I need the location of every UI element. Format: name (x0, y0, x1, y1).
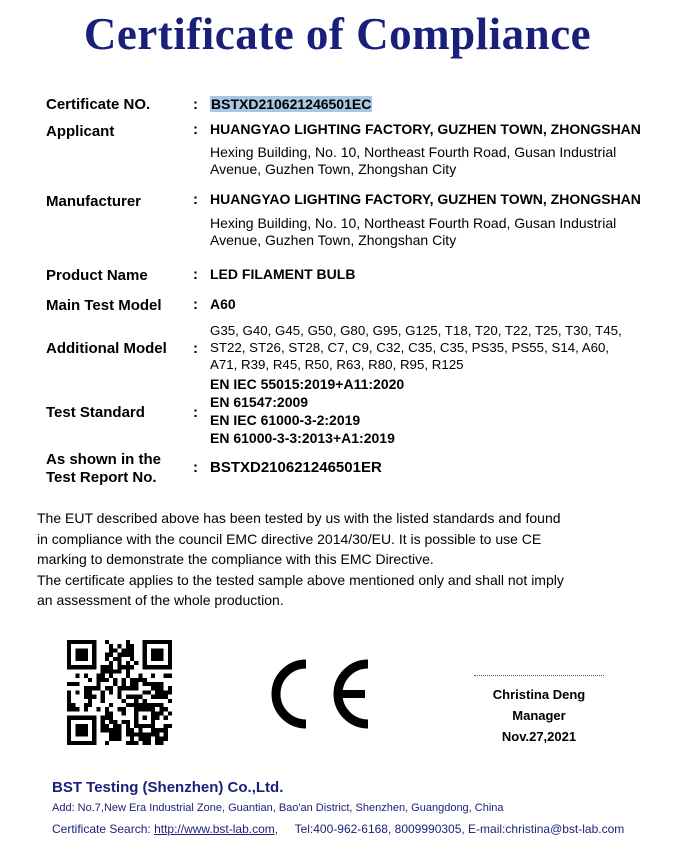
company-name: BST Testing (Shenzhen) Co.,Ltd. (52, 779, 284, 796)
statement-line: The EUT described above has been tested by us with the listed standards and found (37, 510, 561, 526)
statement-line: marking to demonstrate the compliance with this EMC Directive. (37, 551, 434, 567)
manufacturer-name: HUANGYAO LIGHTING FACTORY, GUZHEN TOWN, ZHONGSHAN (210, 191, 641, 207)
test-report-value: BSTXD210621246501ER (210, 459, 382, 476)
separator: : (193, 459, 198, 476)
signatory-position: Manager (512, 708, 566, 723)
certificate-search-link[interactable]: http://www.bst-lab.com, (154, 822, 279, 836)
statement-line: in compliance with the council EMC directive 2014/30/EU. It is possible to use CE (37, 530, 542, 547)
product-name-value: LED FILAMENT BULB (210, 266, 356, 282)
product-name-label: Product Name (46, 267, 148, 284)
test-standard-item: EN IEC 61000-3-2:2019 (210, 412, 361, 428)
statement-line: The certificate applies to the tested sample above mentioned only and shall not imply (37, 571, 564, 588)
test-standard-item: EN 61000-3-3:2013+A1:2019 (210, 430, 395, 446)
separator: : (193, 191, 198, 208)
test-standard-label: Test Standard (46, 404, 145, 421)
applicant-address-line1: Hexing Building, No. 10, Northeast Fourth Road, Gusan Industrial (210, 144, 617, 160)
additional-model-line1: G35, G40, G45, G50, G80, G95, G125, T18, T20, T22, T25, T30, T45, (210, 323, 622, 338)
signature-line (474, 675, 604, 676)
certificate-no-label: Certificate NO. (46, 96, 151, 113)
test-report-label-line1: As shown in the (46, 451, 162, 468)
main-test-model-label: Main Test Model (46, 297, 162, 314)
separator: : (193, 266, 198, 283)
signature-block (470, 675, 608, 747)
applicant-address-line2: Avenue, Guzhen Town, Zhongshan City (210, 161, 457, 177)
compliance-statement (37, 508, 637, 611)
additional-model-label: Additional Model (46, 340, 167, 357)
applicant-label: Applicant (46, 123, 115, 140)
certificate-search-label: Certificate Search: (52, 822, 151, 836)
separator: : (193, 121, 198, 138)
separator: : (193, 96, 198, 113)
company-contact (52, 822, 624, 836)
additional-model-line2: ST22, ST26, ST28, C7, C9, C32, C35, C35, PS35, PS55, S14, A60, (210, 340, 610, 355)
test-standard-item: EN 61547:2009 (210, 394, 309, 410)
additional-model-line3: A71, R39, R45, R50, R63, R80, R95, R125 (210, 357, 464, 372)
manufacturer-address-line1: Hexing Building, No. 10, Northeast Fourth Road, Gusan Industrial (210, 215, 617, 231)
certificate-no-value (210, 96, 372, 113)
test-report-label-line2: Test Report No. (46, 469, 157, 486)
contact-info: Tel:400-962-6168, 8009990305, E-mail:christina@bst-lab.com (294, 822, 625, 836)
manufacturer-address-line2: Avenue, Guzhen Town, Zhongshan City (210, 232, 457, 248)
separator: : (193, 404, 198, 421)
signatory-name: Christina Deng (492, 687, 586, 702)
separator: : (193, 296, 198, 313)
ce-mark-icon (268, 656, 376, 732)
certificate-title: Certificate of Compliance (83, 9, 592, 59)
separator: : (193, 340, 198, 357)
test-standard-item: EN IEC 55015:2019+A11:2020 (210, 376, 405, 392)
signature-date: Nov.27,2021 (501, 729, 577, 744)
main-test-model-value: A60 (210, 296, 236, 312)
certificate-no-highlight: BSTXD210621246501EC (211, 96, 372, 112)
company-address: Add: No.7,New Era Industrial Zone, Guantian, Bao'an District, Shenzhen, Guangdong, China (52, 802, 504, 814)
manufacturer-label: Manufacturer (46, 193, 142, 210)
qr-code-icon (67, 640, 172, 745)
applicant-name: HUANGYAO LIGHTING FACTORY, GUZHEN TOWN, ZHONGSHAN (210, 121, 641, 137)
statement-line: an assessment of the whole production. (37, 592, 284, 608)
